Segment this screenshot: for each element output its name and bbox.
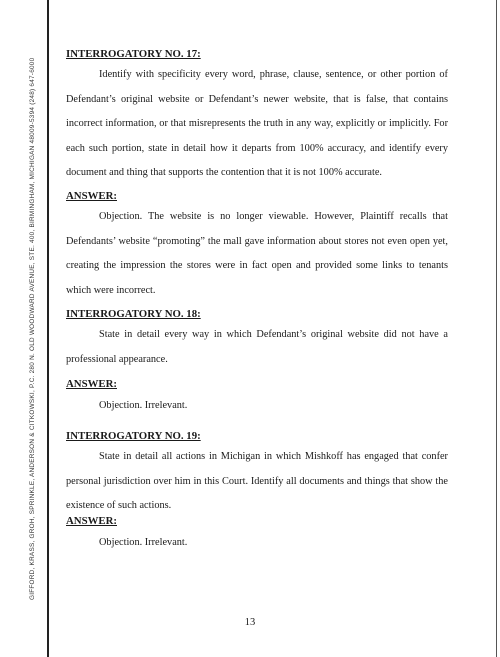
right-margin-rule (496, 0, 497, 657)
answer-17-heading: ANSWER: (66, 190, 117, 202)
interrogatory-18-text: State in detail every way in which Defendant’s original website did not have a professional appearance. (66, 329, 448, 365)
interrogatory-17-heading: INTERROGATORY NO. 17: (66, 48, 201, 60)
answer-19-text: Objection. Irrelevant. (99, 537, 188, 548)
interrogatory-17-text: Identify with specificity every word, phrase, clause, sentence, or other portion of Defendant’s original website or Defendant’s newer website, that is false, that contains incorrect information, or that misrepresents the truth in any way, explicitly or implicitly. For each such portion, state in detail how it departs from 100% accuracy, and identify every document and thing that supports the contention that it is not 100% accurate. (66, 69, 448, 179)
interrogatory-19-heading: INTERROGATORY NO. 19: (66, 430, 201, 442)
answer-18-heading: ANSWER: (66, 378, 117, 390)
answer-19-heading: ANSWER: (66, 515, 117, 527)
interrogatory-18-heading: INTERROGATORY NO. 18: (66, 308, 201, 320)
interrogatory-19-text: State in detail all actions in Michigan in which Mishkoff has engaged that confer personal jurisdiction over him in this Court. Identify all documents and things that show the existence of such actions. (66, 451, 448, 512)
left-margin-rule (47, 0, 49, 657)
page-number: 13 (244, 617, 256, 628)
answer-18-text: Objection. Irrelevant. (99, 400, 188, 411)
answer-17-text: Objection. The website is no longer viewable. However, Plaintiff recalls that Defendants’ website “promoting” the mall gave information about stores not even open yet, creating the impression the stores were in fact open and provided some links to tenants which were incorrect. (66, 211, 448, 296)
firm-sidebar-text: GIFFORD, KRASS, GROH, SPRINKLE, ANDERSON & CITKOWSKI, P.C. 280 N. OLD WOODWARD AVENUE, STE. 400, BIRMINGHAM, MICHIGAN 48009-5394 (248) 647-6000 (29, 57, 36, 600)
